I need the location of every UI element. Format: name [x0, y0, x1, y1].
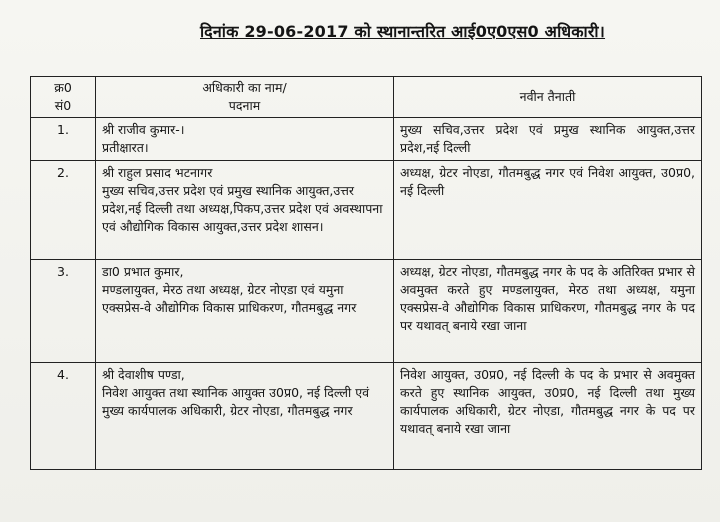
row-new-posting: अध्यक्ष, ग्रेटर नोएडा, गौतमबुद्ध नगर एवं निवेश आयुक्त, उ0प्र0, नई दिल्ली [394, 161, 702, 260]
table-header-row [31, 77, 702, 118]
table-row [31, 118, 702, 161]
header-new-posting: नवीन तैनाती [394, 77, 702, 118]
document-title: दिनांक 29-06-2017 को स्थानान्तरित आई0ए0एस0 अधिकारी। [200, 22, 606, 41]
officer-name-line: श्री देवाशीष पण्डा, [102, 367, 185, 382]
table-row [31, 161, 702, 260]
officer-designation-line: मुख्य सचिव,उत्तर प्रदेश एवं प्रमुख स्थानिक आयुक्त,उत्तर प्रदेश,नई दिल्ली तथा अध्यक्ष,पिकप,उत्तर प्रदेश एवं अवस्थापना एवं औद्योगिक विकास आयुक्त,उत्तर प्रदेश शासन। [102, 183, 383, 234]
officer-designation-line: निवेश आयुक्त तथा स्थानिक आयुक्त उ0प्र0, नई दिल्ली एवं मुख्य कार्यपालक अधिकारी, ग्रेटर नोएडा, गौतमबुद्ध नगर [102, 385, 370, 418]
row-officer-name [96, 363, 394, 470]
header-officer-name [96, 77, 394, 118]
table-row [31, 363, 702, 470]
row-serial-number: 2. [31, 161, 96, 260]
row-new-posting: मुख्य सचिव,उत्तर प्रदेश एवं प्रमुख स्थानिक आयुक्त,उत्तर प्रदेश,नई दिल्ली [394, 118, 702, 161]
row-officer-name [96, 118, 394, 161]
header-serial-number [31, 77, 96, 118]
header-serial-line2: सं0 [54, 98, 72, 113]
header-serial-line1: क्र0 [54, 80, 72, 95]
transfer-table [30, 76, 702, 470]
table-row [31, 260, 702, 363]
row-new-posting: निवेश आयुक्त, उ0प्र0, नई दिल्ली के पद के प्रभार से अवमुक्त करते हुए स्थानिक आयुक्त, उ0प्र0, नई दिल्ली तथा मुख्य कार्यपालक अधिकारी, ग्रेटर नोएडा, गौतमबुद्ध नगर के पद पर यथावत् बनाये रखा जाना [394, 363, 702, 470]
officer-name-line: डा0 प्रभात कुमार, [102, 264, 184, 279]
row-serial-number: 3. [31, 260, 96, 363]
row-serial-number: 1. [31, 118, 96, 161]
row-serial-number: 4. [31, 363, 96, 470]
row-officer-name [96, 260, 394, 363]
officer-name-line: श्री राहुल प्रसाद भटनागर [102, 165, 213, 180]
header-name-line1: अधिकारी का नाम/ [202, 80, 287, 95]
officer-name-line: श्री राजीव कुमार-। [102, 122, 185, 137]
row-new-posting: अध्यक्ष, ग्रेटर नोएडा, गौतमबुद्ध नगर के पद के अतिरिक्त प्रभार से अवमुक्त करते हुए मण्डलायुक्त, मेरठ तथा अध्यक्ष, यमुना एक्सप्रेस-वे औद्योगिक विकास प्राधिकरण, गौतमबुद्ध नगर के पद पर यथावत् बनाये रखा जाना [394, 260, 702, 363]
row-officer-name [96, 161, 394, 260]
officer-designation-line: मण्डलायुक्त, मेरठ तथा अध्यक्ष, ग्रेटर नोएडा एवं यमुना एक्सप्रेस-वे औद्योगिक विकास प्राधिकरण, गौतमबुद्ध नगर [102, 282, 357, 315]
officer-designation-line: प्रतीक्षारत। [102, 140, 149, 155]
header-name-line2: पदनाम [228, 98, 261, 113]
